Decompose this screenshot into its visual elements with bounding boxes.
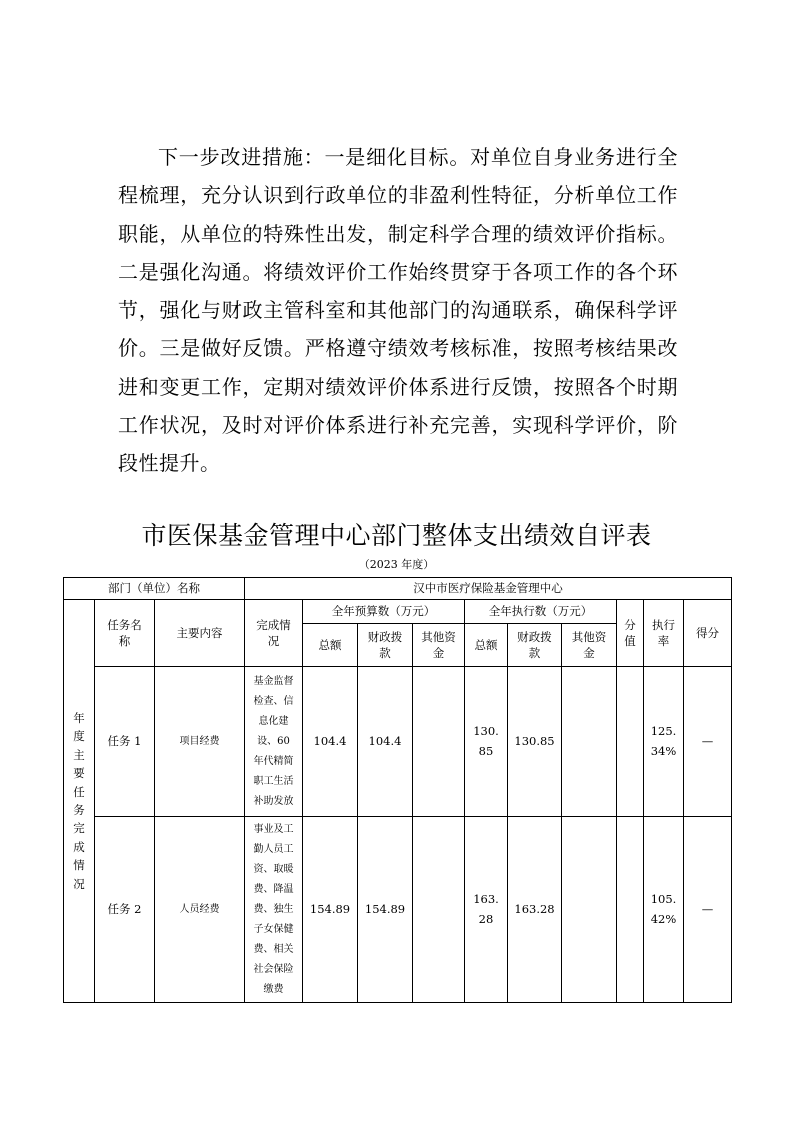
header-budget-group: 全年预算数（万元） [303, 600, 465, 624]
table-row [64, 667, 732, 817]
exec-other [562, 817, 617, 1003]
score-value [617, 817, 644, 1003]
score: — [684, 667, 732, 817]
exec-other [562, 667, 617, 817]
score-value [617, 667, 644, 817]
header-score: 得分 [684, 600, 732, 667]
task-content: 项目经费 [155, 667, 245, 817]
table-row [64, 817, 732, 1003]
exec-total: 130.85 [465, 667, 508, 817]
improvement-paragraph: 下一步改进措施：一是细化目标。对单位自身业务进行全程梳理，充分认识到行政单位的非盈利性特征，分析单位工作职能，从单位的特殊性出发，制定科学合理的绩效评价指标。二是强化沟通。将绩效评价工作始终贯穿于各项工作的各个环节，强化与财政主管科室和其他部门的沟通联系，确保科学评价。三是做好反馈。严格遵守绩效考核标准，按照考核结果改进和变更工作，定期对绩效评价体系进行反馈，按照各个时期工作状况，及时对评价体系进行补充完善，实现科学评价，阶段性提升。 [118, 145, 678, 476]
task-name: 任务 1 [95, 667, 155, 817]
budget-other [413, 667, 465, 817]
header-budget-total: 总额 [303, 624, 358, 667]
budget-fiscal: 154.89 [358, 817, 413, 1003]
exec-total: 163.28 [465, 817, 508, 1003]
header-exec-other: 其他资金 [562, 624, 617, 667]
budget-other [413, 817, 465, 1003]
exec-fiscal: 130.85 [508, 667, 562, 817]
exec-rate: 125.34% [644, 667, 684, 817]
header-budget-other: 其他资金 [413, 624, 465, 667]
task-completion: 事业及工勤人员工资、取暖费、降温费、独生子女保健费、相关社会保险缴费 [245, 817, 303, 1003]
table-year: （2023 年度） [358, 558, 435, 571]
budget-total: 154.89 [303, 817, 358, 1003]
score: — [684, 817, 732, 1003]
task-completion: 基金监督检查、信息化建设、60 年代精简职工生活补助发放 [245, 667, 303, 817]
dept-value: 汉中市医疗保险基金管理中心 [245, 578, 732, 600]
budget-fiscal: 104.4 [358, 667, 413, 817]
exec-rate: 105.42% [644, 817, 684, 1003]
header-exec-group: 全年执行数（万元） [465, 600, 617, 624]
header-completion: 完成情况 [245, 600, 303, 667]
header-main-content: 主要内容 [155, 600, 245, 667]
header-exec-fiscal: 财政拨款 [508, 624, 562, 667]
budget-total: 104.4 [303, 667, 358, 817]
side-label: 年度主要任务完成情况 [64, 600, 95, 1003]
performance-table [63, 577, 732, 1003]
header-task-name: 任务名称 [95, 600, 155, 667]
header-score-value: 分值 [617, 600, 644, 667]
header-exec-total: 总额 [465, 624, 508, 667]
task-content: 人员经费 [155, 817, 245, 1003]
header-budget-fiscal: 财政拨款 [358, 624, 413, 667]
dept-label: 部门（单位）名称 [64, 578, 245, 600]
header-exec-rate: 执行率 [644, 600, 684, 667]
task-name: 任务 2 [95, 817, 155, 1003]
exec-fiscal: 163.28 [508, 817, 562, 1003]
table-title: 市医保基金管理中心部门整体支出绩效自评表 [141, 521, 652, 550]
